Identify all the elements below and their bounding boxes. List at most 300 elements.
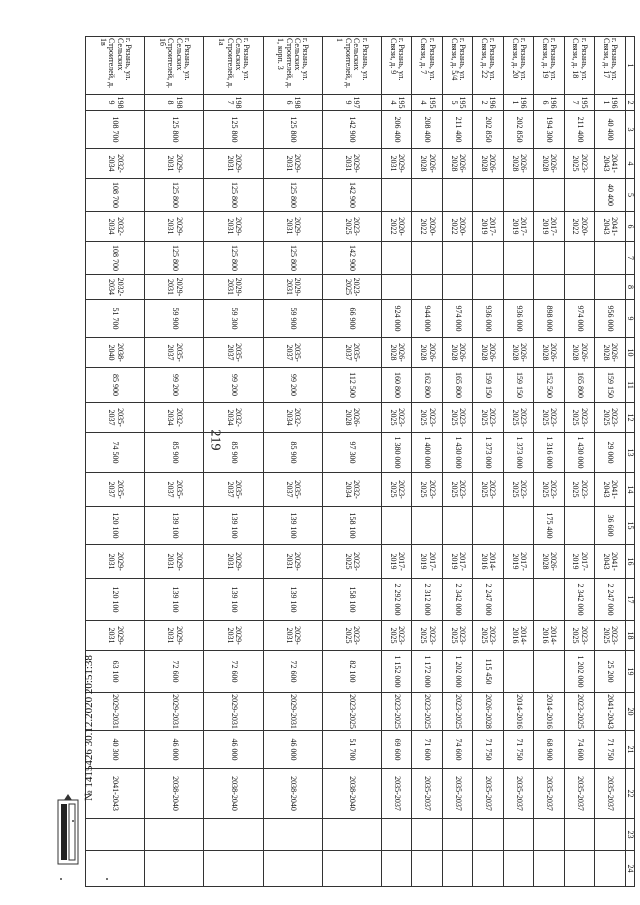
table-cell: 175 400 (534, 507, 564, 545)
table-cell: 2038-2040 (204, 769, 263, 819)
table-cell: 59 900 (263, 300, 322, 338)
table-cell: 59 300 (204, 300, 263, 338)
table-cell: 2035-2037 (503, 769, 533, 819)
table-cell: 2023-2025 (564, 403, 594, 433)
table-row (381, 37, 411, 887)
capital-repair-table (85, 36, 635, 887)
table-cell: 2023-2025 (381, 403, 411, 433)
table-cell: 2029-2031 (145, 275, 204, 300)
table-cell (381, 851, 411, 887)
table-cell: 71 750 (595, 731, 625, 769)
table-cell: 1961 (503, 95, 533, 111)
table-cell (503, 242, 533, 275)
table-row (204, 37, 263, 887)
table-cell: 2038-2040 (86, 338, 145, 368)
table-cell: 2026-2028 (534, 545, 564, 579)
table-cell: 2023-2025 (442, 693, 472, 731)
table-row (564, 37, 594, 887)
table-cell (595, 275, 625, 300)
table-cell: 2038-2040 (322, 769, 381, 819)
table-cell: 2029-2031 (263, 275, 322, 300)
table-cell: 1 316 000 (534, 433, 564, 473)
table-cell (473, 179, 503, 212)
table-cell: 936 000 (473, 300, 503, 338)
column-header: 21 (625, 731, 634, 769)
table-cell: 2041-2043 (595, 473, 625, 507)
table-cell: 2017-2019 (473, 212, 503, 242)
table-cell: 71 600 (412, 731, 442, 769)
table-cell: 99 200 (145, 368, 204, 403)
table-cell: 1 400 000 (412, 433, 442, 473)
table-cell: 29 000 (595, 433, 625, 473)
table-cell: 2 342 000 (442, 579, 472, 621)
column-header: 22 (625, 769, 634, 819)
table-cell: 2014-2016 (534, 621, 564, 651)
column-header: 17 (625, 579, 634, 621)
table-cell: 2014-2016 (503, 693, 533, 731)
table-cell: 1954 (381, 95, 411, 111)
table-row (534, 37, 564, 887)
table-cell: 125 800 (145, 111, 204, 149)
column-header: 20 (625, 693, 634, 731)
table-cell: 159 150 (503, 368, 533, 403)
table-cell: 2029-2031 (145, 693, 204, 731)
address-cell: г. Рязань, ул. Связи, д. 19 (534, 37, 564, 95)
table-cell: 206 400 (381, 111, 411, 149)
table-cell: 2026-2028 (381, 338, 411, 368)
table-cell: 2026-2028 (534, 149, 564, 179)
table-cell: 68 900 (534, 731, 564, 769)
table-cell: 2023-2025 (412, 621, 442, 651)
table-cell: 2035-2037 (145, 473, 204, 507)
table-cell: 1957 (564, 95, 594, 111)
table-cell: 2041-2043 (595, 149, 625, 179)
table-cell (412, 819, 442, 851)
table-cell (322, 819, 381, 851)
table-cell (412, 242, 442, 275)
table-cell: 97 300 (322, 433, 381, 473)
table-cell (564, 819, 594, 851)
table-cell: 99 200 (263, 368, 322, 403)
table-cell: 108 700 (86, 179, 145, 212)
table-cell: 2 342 000 (564, 579, 594, 621)
table-cell: 112 500 (322, 368, 381, 403)
table-cell: 162 800 (412, 368, 442, 403)
table-cell: 208 400 (412, 111, 442, 149)
table-cell: 139 100 (204, 507, 263, 545)
table-cell: 2029-2031 (204, 545, 263, 579)
table-cell: 2038-2040 (145, 769, 204, 819)
table-cell (564, 179, 594, 212)
table-cell: 2032-2034 (86, 212, 145, 242)
table-cell: 2023-2025 (322, 693, 381, 731)
table-cell: 2035-2037 (145, 338, 204, 368)
table-cell: 36 600 (595, 507, 625, 545)
table-cell: 211 400 (564, 111, 594, 149)
table-cell: 2023-2025 (381, 473, 411, 507)
table-cell: 2029-2031 (145, 212, 204, 242)
table-cell: 2029-2031 (263, 212, 322, 242)
table-cell: 125 800 (204, 179, 263, 212)
table-cell: 2035-2037 (263, 473, 322, 507)
table-cell: 2026-2028 (322, 403, 381, 433)
table-cell (595, 851, 625, 887)
column-header: 15 (625, 507, 634, 545)
table-cell (381, 507, 411, 545)
table-cell: 139 100 (145, 507, 204, 545)
address-cell: г. Рязань, ул. Связи, д. 18 (564, 37, 594, 95)
table-cell: 2020-2022 (412, 212, 442, 242)
table-row (442, 37, 472, 887)
table-cell: 2023-2025 (503, 403, 533, 433)
table-cell (595, 242, 625, 275)
table-cell: 2032-2034 (322, 473, 381, 507)
table-cell: 51 700 (86, 300, 145, 338)
table-cell: 194 300 (534, 111, 564, 149)
table-cell: 74 500 (86, 433, 145, 473)
table-cell: 125 800 (204, 242, 263, 275)
table-row (412, 37, 442, 887)
table-row (595, 37, 625, 887)
table-cell: 2023-2025 (564, 473, 594, 507)
table-cell: 2023-2025 (534, 473, 564, 507)
table-cell: 1961 (595, 95, 625, 111)
table-cell: 2026-2028 (412, 338, 442, 368)
table-cell (442, 507, 472, 545)
table-cell (473, 507, 503, 545)
table-cell: 2023-2025 (442, 473, 472, 507)
table-cell: 2023-2025 (473, 621, 503, 651)
table-cell: 1979 (322, 95, 381, 111)
table-cell: 2029-2031 (145, 149, 204, 179)
column-header: 24 (625, 851, 634, 887)
table-cell: 2017-2019 (564, 545, 594, 579)
table-cell: 1 152 000 (381, 651, 411, 693)
table-cell: 2029-2031 (86, 545, 145, 579)
table-cell (381, 242, 411, 275)
rotated-table-container (85, 36, 635, 873)
table-cell: 2035-2037 (595, 769, 625, 819)
table-cell: 2026-2028 (473, 693, 503, 731)
table-cell: 2026-2028 (473, 149, 503, 179)
address-cell: г. Рязань, ул. Сельских Строителей, д. 1 (322, 37, 381, 95)
table-cell: 69 600 (381, 731, 411, 769)
table-cell: 2035-2037 (381, 769, 411, 819)
address-cell: г. Рязань, ул. Сельских Строителей, д. 1б (145, 37, 204, 95)
table-cell (503, 507, 533, 545)
table-cell: 72 600 (145, 651, 204, 693)
speck (72, 820, 74, 822)
table-cell: 2017-2019 (534, 212, 564, 242)
column-header: 10 (625, 338, 634, 368)
table-cell: 2017-2019 (442, 545, 472, 579)
column-header: 12 (625, 403, 634, 433)
table-cell: 139 100 (263, 579, 322, 621)
table-row (263, 37, 322, 887)
table-cell: 1988 (145, 95, 204, 111)
table-cell: 2035-2037 (204, 338, 263, 368)
table-cell: 1 430 000 (564, 433, 594, 473)
table-cell: 2038-2040 (263, 769, 322, 819)
column-header: 5 (625, 179, 634, 212)
table-cell: 2014-2016 (503, 621, 533, 651)
table-cell: 2026-2028 (442, 149, 472, 179)
table-cell (442, 179, 472, 212)
table-cell: 2023-2025 (473, 403, 503, 433)
table-cell (473, 275, 503, 300)
table-cell: 1987 (204, 95, 263, 111)
table-cell (412, 507, 442, 545)
table-cell: 40 300 (86, 731, 145, 769)
column-header: 19 (625, 651, 634, 693)
table-cell: 2 312 000 (412, 579, 442, 621)
table-row (473, 37, 503, 887)
table-cell: 1 202 000 (442, 651, 472, 693)
address-cell: г. Рязань, ул. Связи, д. 5/4 (442, 37, 472, 95)
table-cell: 1986 (263, 95, 322, 111)
table-cell: 125 800 (145, 179, 204, 212)
table-cell: 2029-2031 (145, 621, 204, 651)
table-cell: 85 900 (263, 433, 322, 473)
column-header: 11 (625, 368, 634, 403)
table-cell: 2035-2037 (263, 338, 322, 368)
address-cell: г. Рязань, ул. Связи, д. 20 (503, 37, 533, 95)
table-cell: 2023-2025 (412, 693, 442, 731)
table-cell: 2017-2019 (503, 212, 533, 242)
address-cell: г. Рязань, ул. Связи, д. 9 (381, 37, 411, 95)
table-cell: 2 292 000 (381, 579, 411, 621)
table-cell: 2023-2025 (381, 693, 411, 731)
table-cell: 1954 (412, 95, 442, 111)
table-cell (473, 819, 503, 851)
table-cell (534, 275, 564, 300)
column-header: 18 (625, 621, 634, 651)
table-cell: 160 800 (381, 368, 411, 403)
table-cell (381, 179, 411, 212)
table-cell: 2029-2031 (263, 149, 322, 179)
table-cell: 898 000 (534, 300, 564, 338)
table-cell: 2023-2025 (473, 473, 503, 507)
table-cell: 85 900 (86, 368, 145, 403)
table-cell: 1 202 000 (564, 651, 594, 693)
table-cell: 1 373 000 (473, 433, 503, 473)
table-cell: 159 150 (595, 368, 625, 403)
table-cell: 924 000 (381, 300, 411, 338)
table-cell: 2023-2025 (412, 473, 442, 507)
page-number: 219 (207, 429, 222, 451)
table-cell: 2029-2031 (263, 621, 322, 651)
table-cell: 71 750 (503, 731, 533, 769)
address-cell: г. Рязань, ул. Связи, д. 17 (595, 37, 625, 95)
speck (106, 878, 108, 880)
table-cell: 1989 (86, 95, 145, 111)
table-cell (534, 851, 564, 887)
table-cell: 2032-2034 (86, 275, 145, 300)
table-cell: 2035-2037 (534, 769, 564, 819)
table-cell: 2035-2037 (442, 769, 472, 819)
table-cell: 2029-2031 (381, 149, 411, 179)
table-cell: 2023-2025 (595, 403, 625, 433)
table-cell: 72 600 (263, 651, 322, 693)
column-header: 1 (625, 37, 634, 95)
column-header: 3 (625, 111, 634, 149)
table-cell (564, 851, 594, 887)
column-header: 6 (625, 212, 634, 242)
table-cell: 2041-2043 (595, 545, 625, 579)
table-cell (145, 819, 204, 851)
table-cell (381, 275, 411, 300)
table-cell (564, 242, 594, 275)
table-cell: 125 800 (263, 111, 322, 149)
table-cell: 2023-2025 (322, 621, 381, 651)
table-cell (534, 179, 564, 212)
table-cell (412, 179, 442, 212)
table-cell (534, 242, 564, 275)
table-cell: 125 800 (204, 111, 263, 149)
table-row (322, 37, 381, 887)
table-cell (503, 819, 533, 851)
table-cell: 1 172 000 (412, 651, 442, 693)
table-cell: 1966 (534, 95, 564, 111)
table-cell: 108 700 (86, 111, 145, 149)
table-cell: 2023-2025 (595, 621, 625, 651)
table-cell: 2035-2037 (473, 769, 503, 819)
table-cell: 125 800 (145, 242, 204, 275)
table-cell: 139 100 (204, 579, 263, 621)
table-cell: 2023-2025 (381, 621, 411, 651)
table-cell: 2032-2034 (86, 149, 145, 179)
table-cell: 2023-2025 (322, 212, 381, 242)
table-cell: 2023-2025 (564, 149, 594, 179)
table-cell: 99 200 (204, 368, 263, 403)
table-cell: 2026-2028 (503, 149, 533, 179)
table-cell: 2020-2022 (564, 212, 594, 242)
table-cell: 85 900 (145, 433, 204, 473)
table-cell: 2023-2025 (564, 621, 594, 651)
table-cell (564, 507, 594, 545)
table-cell: 1962 (473, 95, 503, 111)
table-cell (564, 275, 594, 300)
table-cell: 2035-2037 (204, 473, 263, 507)
table-cell: 2 247 000 (473, 579, 503, 621)
table-cell: 2017-2019 (381, 545, 411, 579)
table-cell: 2032-2034 (204, 403, 263, 433)
table-cell: 158 100 (322, 579, 381, 621)
table-cell: 2023-2025 (503, 473, 533, 507)
table-cell: 152 500 (534, 368, 564, 403)
table-cell: 165 800 (442, 368, 472, 403)
table-cell: 2017-2019 (503, 545, 533, 579)
table-cell: 2035-2037 (564, 769, 594, 819)
table-cell (381, 819, 411, 851)
table-cell (412, 275, 442, 300)
table-cell: 85 900 (204, 433, 263, 473)
table-cell: 139 100 (263, 507, 322, 545)
table-cell: 2032-2034 (145, 403, 204, 433)
table-cell: 120 100 (86, 507, 145, 545)
table-cell: 142 900 (322, 179, 381, 212)
table-cell: 108 700 (86, 242, 145, 275)
column-header: 2 (625, 95, 634, 111)
address-cell: г. Рязань, ул. Сельских Строителей, д. 1а (204, 37, 263, 95)
table-cell: 1955 (442, 95, 472, 111)
table-cell: 2035-2037 (86, 473, 145, 507)
address-cell: г. Рязань, ул. Связи, д. 7 (412, 37, 442, 95)
document-stamp-line: № 1415426 30.12.2020 20:51:38 (83, 655, 96, 801)
table-cell: 158 100 (322, 507, 381, 545)
emblem-seal (56, 792, 80, 872)
table-cell: 2014-2016 (473, 545, 503, 579)
table-cell: 2029-2031 (204, 149, 263, 179)
table-cell: 2029-2031 (86, 693, 145, 731)
table-cell: 72 600 (204, 651, 263, 693)
table-cell: 46 000 (263, 731, 322, 769)
table-row (503, 37, 533, 887)
table-cell: 66 900 (322, 300, 381, 338)
table-cell: 159 150 (473, 368, 503, 403)
table-cell: 25 200 (595, 651, 625, 693)
table-cell: 142 900 (322, 242, 381, 275)
table-cell: 74 600 (564, 731, 594, 769)
table-cell: 2026-2028 (595, 338, 625, 368)
table-cell (442, 819, 472, 851)
table-cell (534, 579, 564, 621)
table-cell (442, 275, 472, 300)
table-cell: 2023-2025 (322, 545, 381, 579)
table-cell: 2 247 000 (595, 579, 625, 621)
table-cell: 139 100 (145, 579, 204, 621)
table-cell: 2029-2031 (204, 621, 263, 651)
table-cell (534, 819, 564, 851)
table-cell: 2032-2034 (263, 403, 322, 433)
table-cell: 2029-2031 (322, 149, 381, 179)
address-cell: г. Рязань, ул. Связи, д. 22 (473, 37, 503, 95)
table-cell: 2023-2025 (564, 693, 594, 731)
table-cell: 956 000 (595, 300, 625, 338)
address-cell: г. Рязань, ул. Сельских Строителей, д. 1в (86, 37, 145, 95)
column-header: 7 (625, 242, 634, 275)
table-cell: 2029-2031 (204, 275, 263, 300)
table-cell: 125 800 (263, 242, 322, 275)
table-cell: 115 450 (473, 651, 503, 693)
table-cell: 2029-2031 (86, 621, 145, 651)
table-cell (503, 275, 533, 300)
column-header: 16 (625, 545, 634, 579)
table-cell (442, 851, 472, 887)
table-cell: 202 850 (503, 111, 533, 149)
table-cell: 2023-2025 (534, 403, 564, 433)
table-cell: 211 400 (442, 111, 472, 149)
table-cell: 2035-2037 (86, 403, 145, 433)
table-cell (263, 819, 322, 851)
table-cell: 2026-2028 (473, 338, 503, 368)
table-cell (442, 242, 472, 275)
table-cell (595, 819, 625, 851)
table-cell: 1 430 000 (442, 433, 472, 473)
table-cell: 2041-2043 (595, 693, 625, 731)
table-cell: 944 000 (412, 300, 442, 338)
table-cell (534, 651, 564, 693)
speck (60, 878, 62, 880)
table-cell: 2020-2022 (442, 212, 472, 242)
table-cell: 74 600 (442, 731, 472, 769)
table-cell (503, 579, 533, 621)
table-cell: 2023-2025 (412, 403, 442, 433)
table-cell: 202 850 (473, 111, 503, 149)
column-header: 4 (625, 149, 634, 179)
table-cell: 974 000 (564, 300, 594, 338)
table-cell: 46 000 (204, 731, 263, 769)
